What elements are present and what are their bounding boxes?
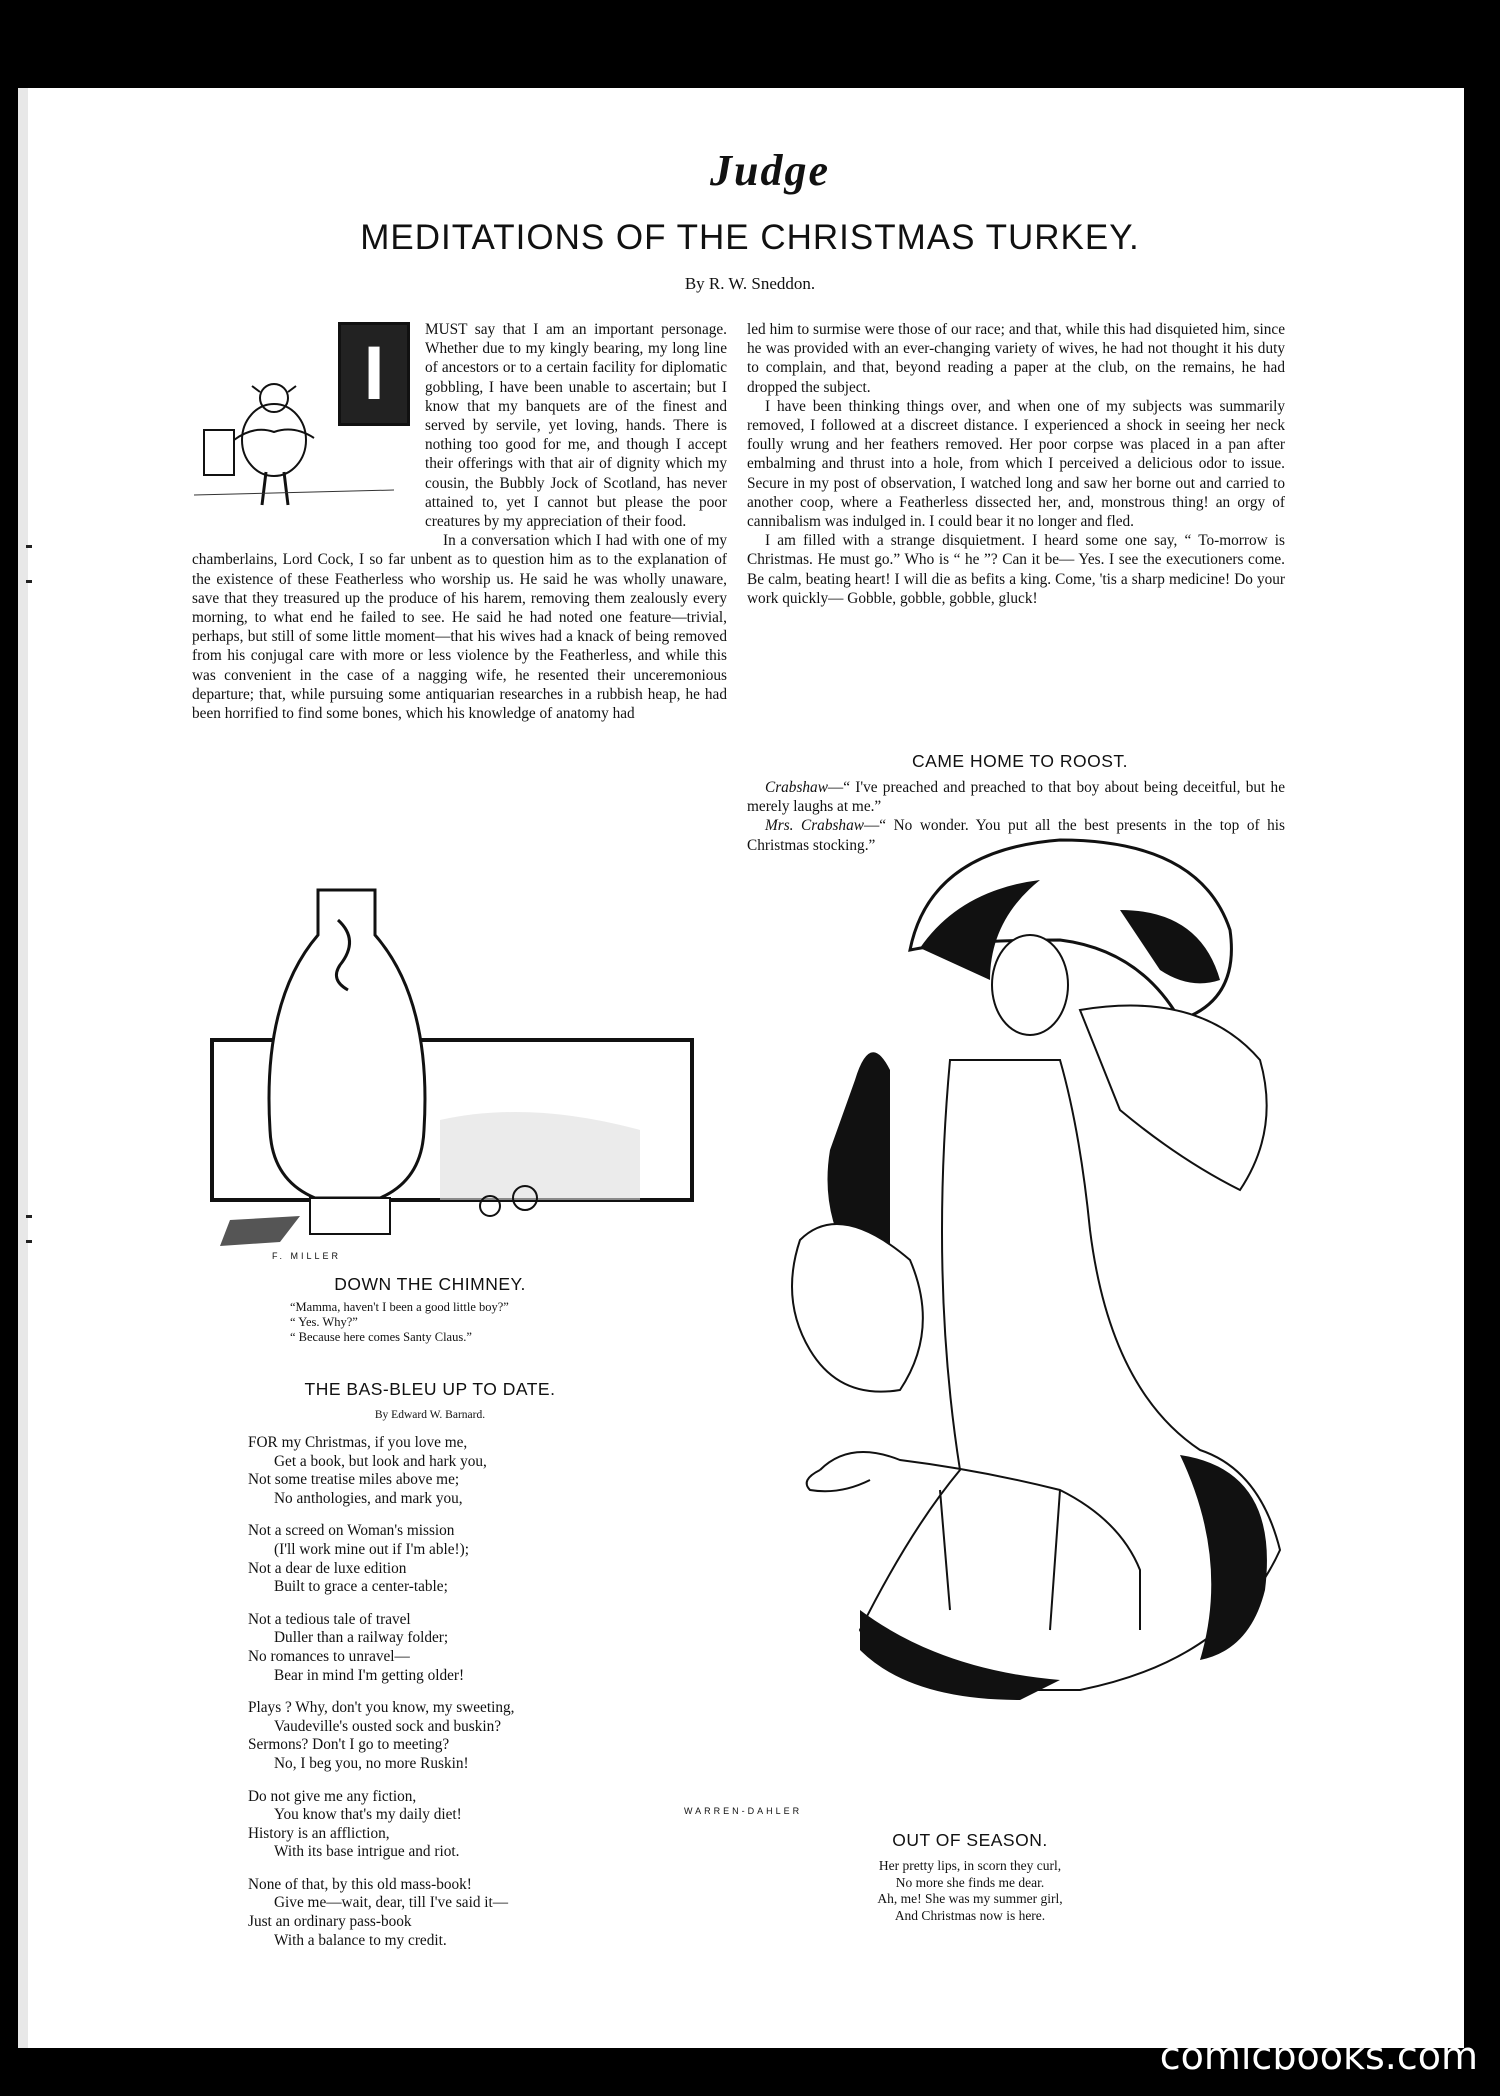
caption-line: “ Yes. Why?” — [290, 1315, 358, 1329]
poem-line: Not a dear de luxe edition — [248, 1559, 407, 1577]
poem-line: Vaudeville's ousted sock and buskin? — [274, 1717, 502, 1735]
caption-line: “Mamma, haven't I been a good little boy?” — [290, 1300, 509, 1314]
watermark: comicbooks.com — [1159, 2034, 1478, 2078]
article-byline: By R. W. Sneddon. — [684, 274, 816, 293]
drop-cap: I — [338, 322, 410, 426]
out-of-season-title: OUT OF SEASON. — [892, 1830, 1048, 1850]
lamp-chimney-illustration — [200, 880, 700, 1260]
poem-title: THE BAS-BLEU UP TO DATE. — [304, 1379, 556, 1399]
poem-stanza — [248, 1788, 598, 1862]
poem-line: With a balance to my credit. — [274, 1931, 447, 1949]
verse-line: Her pretty lips, in scorn they curl, — [878, 1858, 1062, 1873]
poem — [248, 1434, 598, 1964]
poem-byline: By Edward W. Barnard. — [374, 1409, 486, 1421]
poem-line: Give me—wait, dear, till I've said it— — [274, 1894, 509, 1912]
poem-line: Sermons? Don't I go to meeting? — [248, 1736, 450, 1754]
poem-line: You know that's my daily diet! — [274, 1806, 462, 1824]
poem-line: Plays ? Why, don't you know, my sweeting, — [248, 1699, 515, 1717]
joke-line: —“ No wonder. You put all the best presents in the top of his Christmas stocking.” — [747, 817, 1285, 854]
poem-line: Not a tedious tale of travel — [248, 1610, 411, 1628]
scan-border — [0, 0, 1500, 90]
poem-line: Not some treatise miles above me; — [248, 1471, 460, 1489]
poem-stanza — [248, 1876, 598, 1950]
page-spine — [18, 88, 28, 2048]
poem-line: Built to grace a center-table; — [274, 1578, 448, 1596]
woman-with-dog-illustration — [760, 830, 1300, 1780]
chimney-title: DOWN THE CHIMNEY. — [334, 1274, 526, 1294]
chimney-caption — [290, 1300, 630, 1345]
speaker-name: Mrs. Crabshaw — [765, 817, 864, 835]
poem-line: History is an affliction, — [248, 1824, 390, 1842]
poem-stanza — [248, 1522, 598, 1596]
masthead: Judge — [710, 146, 830, 195]
poem-line: Just an ordinary pass-book — [248, 1913, 412, 1931]
joke-line: —“ I've preached and preached to that boy about being deceitful, but he merely laughs at me.” — [747, 779, 1285, 816]
poem-line: (I'll work mine out if I'm able!); — [274, 1540, 469, 1558]
binding-mark — [26, 545, 32, 548]
came-home-title: CAME HOME TO ROOST. — [912, 751, 1128, 771]
poem-line: No anthologies, and mark you, — [274, 1489, 463, 1507]
article-column-1 — [192, 320, 727, 723]
binding-mark — [26, 580, 32, 583]
verse-line: Ah, me! She was my summer girl, — [877, 1891, 1063, 1906]
verse-line: And Christmas now is here. — [894, 1907, 1046, 1923]
article-title: MEDITATIONS OF THE CHRISTMAS TURKEY. — [360, 218, 1140, 257]
poem-line: Bear in mind I'm getting older! — [274, 1666, 465, 1684]
article-paragraph: I am filled with a strange disquietment. I heard some one say, “ To-morrow is Christmas. He must go.” Who is “ he ”? Can it be— Yes. I see the executioners come. Be calm, beating heart! I will die as befits a king. Come, 'tis a sharp medicine! Do your work quickly— Gobble, gobble, gobble, gluck! — [747, 532, 1285, 607]
caption-line: “ Because here comes Santy Claus.” — [290, 1330, 472, 1344]
illustrator-signature: WARREN-DAHLER — [684, 1806, 803, 1816]
article-paragraph: MUST say that I am an important personage. Whether due to my kingly bearing, my long line of ancestors or to a certain facility for diplomatic gobbling, I have been unable to ascertain; but I know that my banquets are of the finest and served by servile, yet loving, hands. There is nothing too good for me, and though I accept their offerings with that air of dignity which my cousin, the Bubbly Jock of Scotland, has never attained to, yet I cannot but please the poor creatures by my appreciation of their food. — [425, 321, 727, 531]
speaker-name: Crabshaw — [765, 779, 828, 796]
poem-line: Not a screed on Woman's mission — [248, 1522, 455, 1540]
verse-line: No more she finds me dear. — [895, 1874, 1045, 1890]
binding-mark — [26, 1240, 32, 1243]
article-paragraph: I have been thinking things over, and when one of my subjects was summarily removed, I followed at a discreet distance. I experienced a shock in seeing her neck foully wrung and her feathers removed. Her poor corpse was placed in a pan after embalming and thrust into a hole, from which I perceived a delicious odor to issue. Secure in my post of observation, I watched long and saw her borne out and carried to another coop, where a Featherless dissected her, and, monstrous thing! an orgy of cannibalism was indulged in. I could bear it no longer and fled. — [747, 397, 1285, 531]
drop-cap-space — [192, 320, 417, 534]
poem-line: With its base intrigue and riot. — [274, 1843, 460, 1861]
poem-line: No, I beg you, no more Ruskin! — [274, 1754, 469, 1772]
poem-line: No romances to unravel— — [248, 1647, 410, 1665]
article-column-2 — [747, 320, 1285, 608]
poem-line: FOR my Christmas, if you love me, — [248, 1434, 468, 1451]
article-paragraph: In a conversation which I had with one of my chamberlains, Lord Cock, I so far unbent as to question him as to the explanation of the existence of these Featherless who worship us. He said he was wholly unaware, save that they treasured up the produce of his harem, removing them zealously every morning, to what end he failed to see. He said he had noted one feature—trivial, perhaps, but still of some little moment—that his wives had a knack of being removed from his conjugal care with more or less violence by the Featherless, and while this was convenient in the case of a nagging wife, he resented their unceremonious departure; that, while pursuing some antiquarian researches in a rubbish heap, he had been horrified to find some bones, which his knowledge of anatomy had — [192, 532, 727, 723]
article-paragraph: led him to surmise were those of our race; and that, while this had disquieted him, since he was provided with an ever-changing variety of wives, he had not thought it his duty to complain, and that, beyond reading a paper at the club, on the remains, he had dropped the subject. — [747, 321, 1285, 396]
binding-mark — [26, 1215, 32, 1218]
poem-line: Get a book, but look and hark you, — [274, 1452, 487, 1470]
out-of-season-verse — [820, 1858, 1120, 1924]
poem-stanza — [248, 1434, 598, 1508]
poem-line: Duller than a railway folder; — [274, 1629, 449, 1647]
poem-line: Do not give me any fiction, — [248, 1787, 417, 1805]
poem-line: None of that, by this old mass-book! — [248, 1875, 472, 1893]
poem-stanza — [248, 1611, 598, 1685]
illustrator-signature: F. MILLER — [272, 1251, 342, 1261]
poem-stanza — [248, 1699, 598, 1773]
